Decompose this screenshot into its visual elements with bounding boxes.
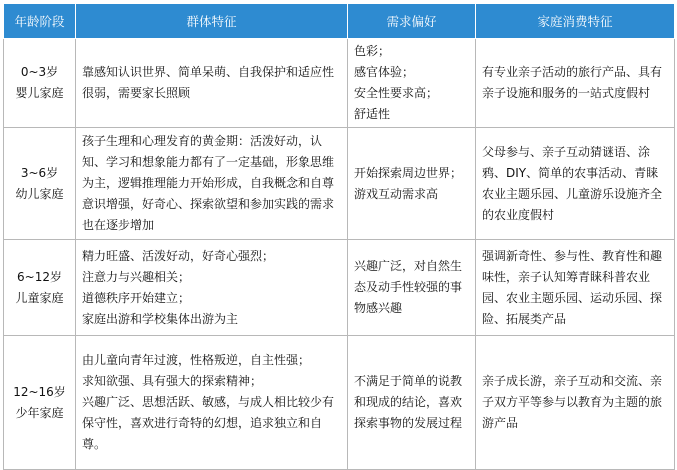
consumption-text: 父母参与、亲子互动猜谜语、涂鸦、DIY、简单的农事活动、青睐农业主题乐园、儿童游乐设施齐全的农业度假村 bbox=[482, 144, 663, 222]
family-type: 少年家庭 bbox=[15, 405, 64, 420]
pref-text: 兴趣广泛，对自然生态及动手性较强的事物感兴趣 bbox=[354, 259, 463, 315]
header-consumption-traits: 家庭消费特征 bbox=[476, 4, 675, 39]
trait-line: 由儿童向青年过渡，性格叛逆，自主性强； bbox=[82, 353, 311, 367]
family-type: 婴儿家庭 bbox=[15, 86, 64, 100]
traits-cell bbox=[76, 336, 348, 470]
traits-text: 孩子生理和心理发育的黄金期：活泼好动，认知、学习和想象能力都有了一定基础，形象思维为主，逻辑推理能力开始形成，自我概念和自尊意识增强，好奇心、探索欲望和参加实践的需求也在逐步增加 bbox=[82, 134, 335, 232]
traits-cell bbox=[76, 128, 348, 240]
age-range: 12~16岁 bbox=[13, 384, 66, 399]
age-cell bbox=[4, 240, 76, 336]
traits-cell bbox=[76, 39, 348, 128]
prefs-cell bbox=[348, 240, 476, 336]
traits-text: 靠感知认识世界、简单呆萌、自我保护和适应性很弱，需要家长照顾 bbox=[82, 65, 335, 100]
trait-line: 精力旺盛、活泼好动，好奇心强烈； bbox=[82, 248, 275, 263]
trait-line: 道德秩序开始建立； bbox=[82, 290, 191, 305]
prefs-cell bbox=[348, 128, 476, 240]
header-demand-preference: 需求偏好 bbox=[348, 4, 476, 39]
header-row bbox=[4, 4, 675, 39]
pref-text: 不满足于简单的说教和现成的结论，喜欢探索事物的发展过程 bbox=[354, 374, 463, 430]
family-type: 幼儿家庭 bbox=[15, 186, 64, 201]
consumption-text: 有专业亲子活动的旅行产品、具有亲子设施和服务的一站式度假村 bbox=[482, 65, 663, 100]
pref-line: 舒适性 bbox=[354, 107, 391, 121]
age-range: 0~3岁 bbox=[20, 65, 59, 79]
trait-line: 家庭出游和学校集体出游为主 bbox=[82, 311, 239, 326]
table-row bbox=[4, 128, 675, 240]
header-group-traits: 群体特征 bbox=[76, 4, 348, 39]
consumption-text: 亲子成长游，亲子互动和交流、亲子双方平等参与以教育为主题的旅游产品 bbox=[482, 374, 663, 430]
age-cell bbox=[4, 39, 76, 128]
trait-line: 注意力与兴趣相关； bbox=[82, 269, 191, 284]
prefs-cell bbox=[348, 336, 476, 470]
traits-cell bbox=[76, 240, 348, 336]
table-row bbox=[4, 336, 675, 470]
consumption-text: 强调新奇性、参与性、教育性和趣味性，亲子认知筹青睐科普农业园、农业主题乐园、运动乐园、探险、拓展类产品 bbox=[482, 248, 663, 326]
consumption-cell bbox=[476, 39, 675, 128]
age-cell bbox=[4, 128, 76, 240]
prefs-cell bbox=[348, 39, 476, 128]
consumption-cell bbox=[476, 240, 675, 336]
age-cell bbox=[4, 336, 76, 470]
header-age-stage: 年龄阶段 bbox=[4, 4, 76, 39]
pref-text: 开始探索周边世界；游戏互动需求高 bbox=[354, 165, 463, 201]
table-row bbox=[4, 39, 675, 128]
trait-line: 兴趣广泛、思想活跃、敏感，与成人相比较少有保守性，喜欢进行奇特的幻想，追求独立和自尊。 bbox=[82, 395, 335, 451]
family-consumption-table bbox=[3, 3, 675, 470]
pref-line: 安全性要求高； bbox=[354, 86, 439, 100]
pref-line: 色彩； bbox=[354, 44, 391, 58]
consumption-cell bbox=[476, 128, 675, 240]
age-range: 3~6岁 bbox=[20, 165, 59, 180]
table-row bbox=[4, 240, 675, 336]
pref-line: 感官体验； bbox=[354, 65, 415, 79]
consumption-cell bbox=[476, 336, 675, 470]
family-type: 儿童家庭 bbox=[15, 290, 64, 305]
age-range: 6~12岁 bbox=[17, 269, 62, 284]
trait-line: 求知欲强、具有强大的探索精神； bbox=[82, 374, 263, 388]
